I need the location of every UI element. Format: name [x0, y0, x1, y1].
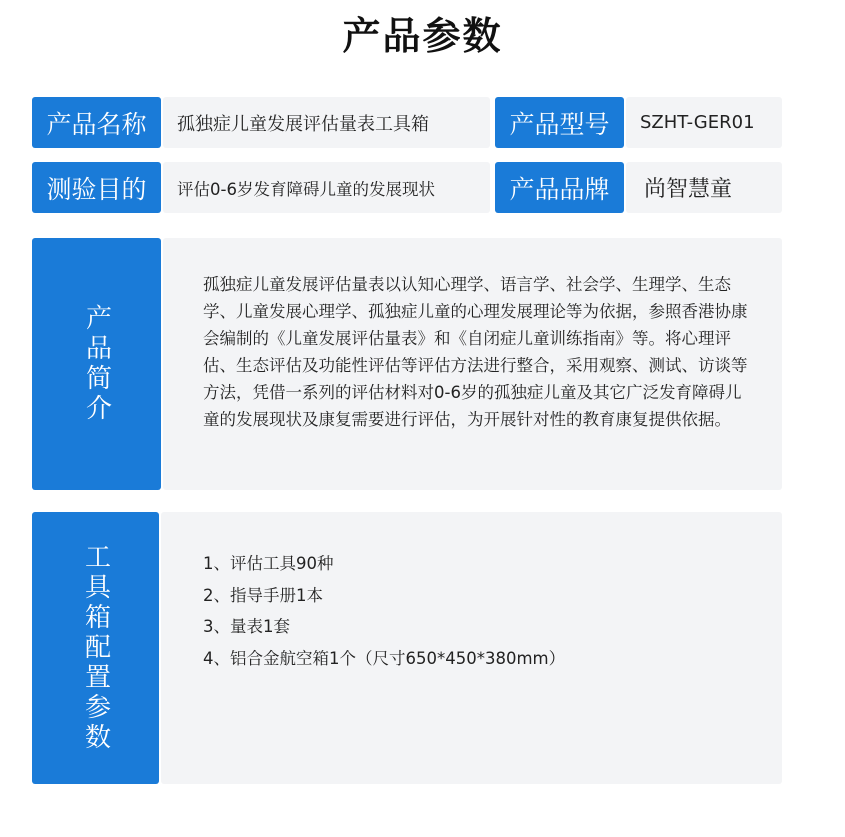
- intro-label: 产品简介: [81, 304, 112, 424]
- product-name-label: 产品名称: [32, 97, 161, 148]
- config-label: 工具箱配置参数: [80, 543, 111, 753]
- page-title: 产品参数: [342, 14, 503, 58]
- intro-panel: [163, 238, 782, 490]
- product-model-label: 产品型号: [495, 97, 624, 148]
- list-item: 2、指导手册1本: [203, 585, 323, 605]
- intro-label-box: [32, 238, 161, 490]
- product-brand-value: 尚智慧童: [626, 162, 782, 213]
- config-list: [203, 548, 565, 674]
- product-model-value: SZHT-GER01: [626, 97, 782, 148]
- config-label-box: [32, 512, 159, 784]
- test-purpose-value: 评估0-6岁发育障碍儿童的发展现状: [163, 162, 490, 213]
- config-panel: [161, 512, 782, 784]
- intro-text: 孤独症儿童发展评估量表以认知心理学、语言学、社会学、生理学、生态学、儿童发展心理学、孤独症儿童的心理发展理论等为依据，参照香港协康会编制的《儿童发展评估量表》和《自闭症儿童训练指南》等。将心理评估、生态评估及功能性评估等评估方法进行整合，采用观察、测试、访谈等方法，凭借一系列的评估材料对0-6岁的孤独症儿童及其它广泛发育障碍儿童的发展现状及康复需要进行评估，为开展针对性的教育康复提供依据。: [203, 275, 748, 429]
- test-purpose-label: 测验目的: [32, 162, 161, 213]
- list-item: 4、铝合金航空箱1个（尺寸650*450*380mm）: [203, 648, 566, 668]
- list-item: 1、评估工具90种: [203, 554, 334, 573]
- product-brand-label: 产品品牌: [495, 162, 624, 213]
- product-name-value: 孤独症儿童发展评估量表工具箱: [163, 97, 490, 148]
- list-item: 3、量表1套: [203, 617, 290, 636]
